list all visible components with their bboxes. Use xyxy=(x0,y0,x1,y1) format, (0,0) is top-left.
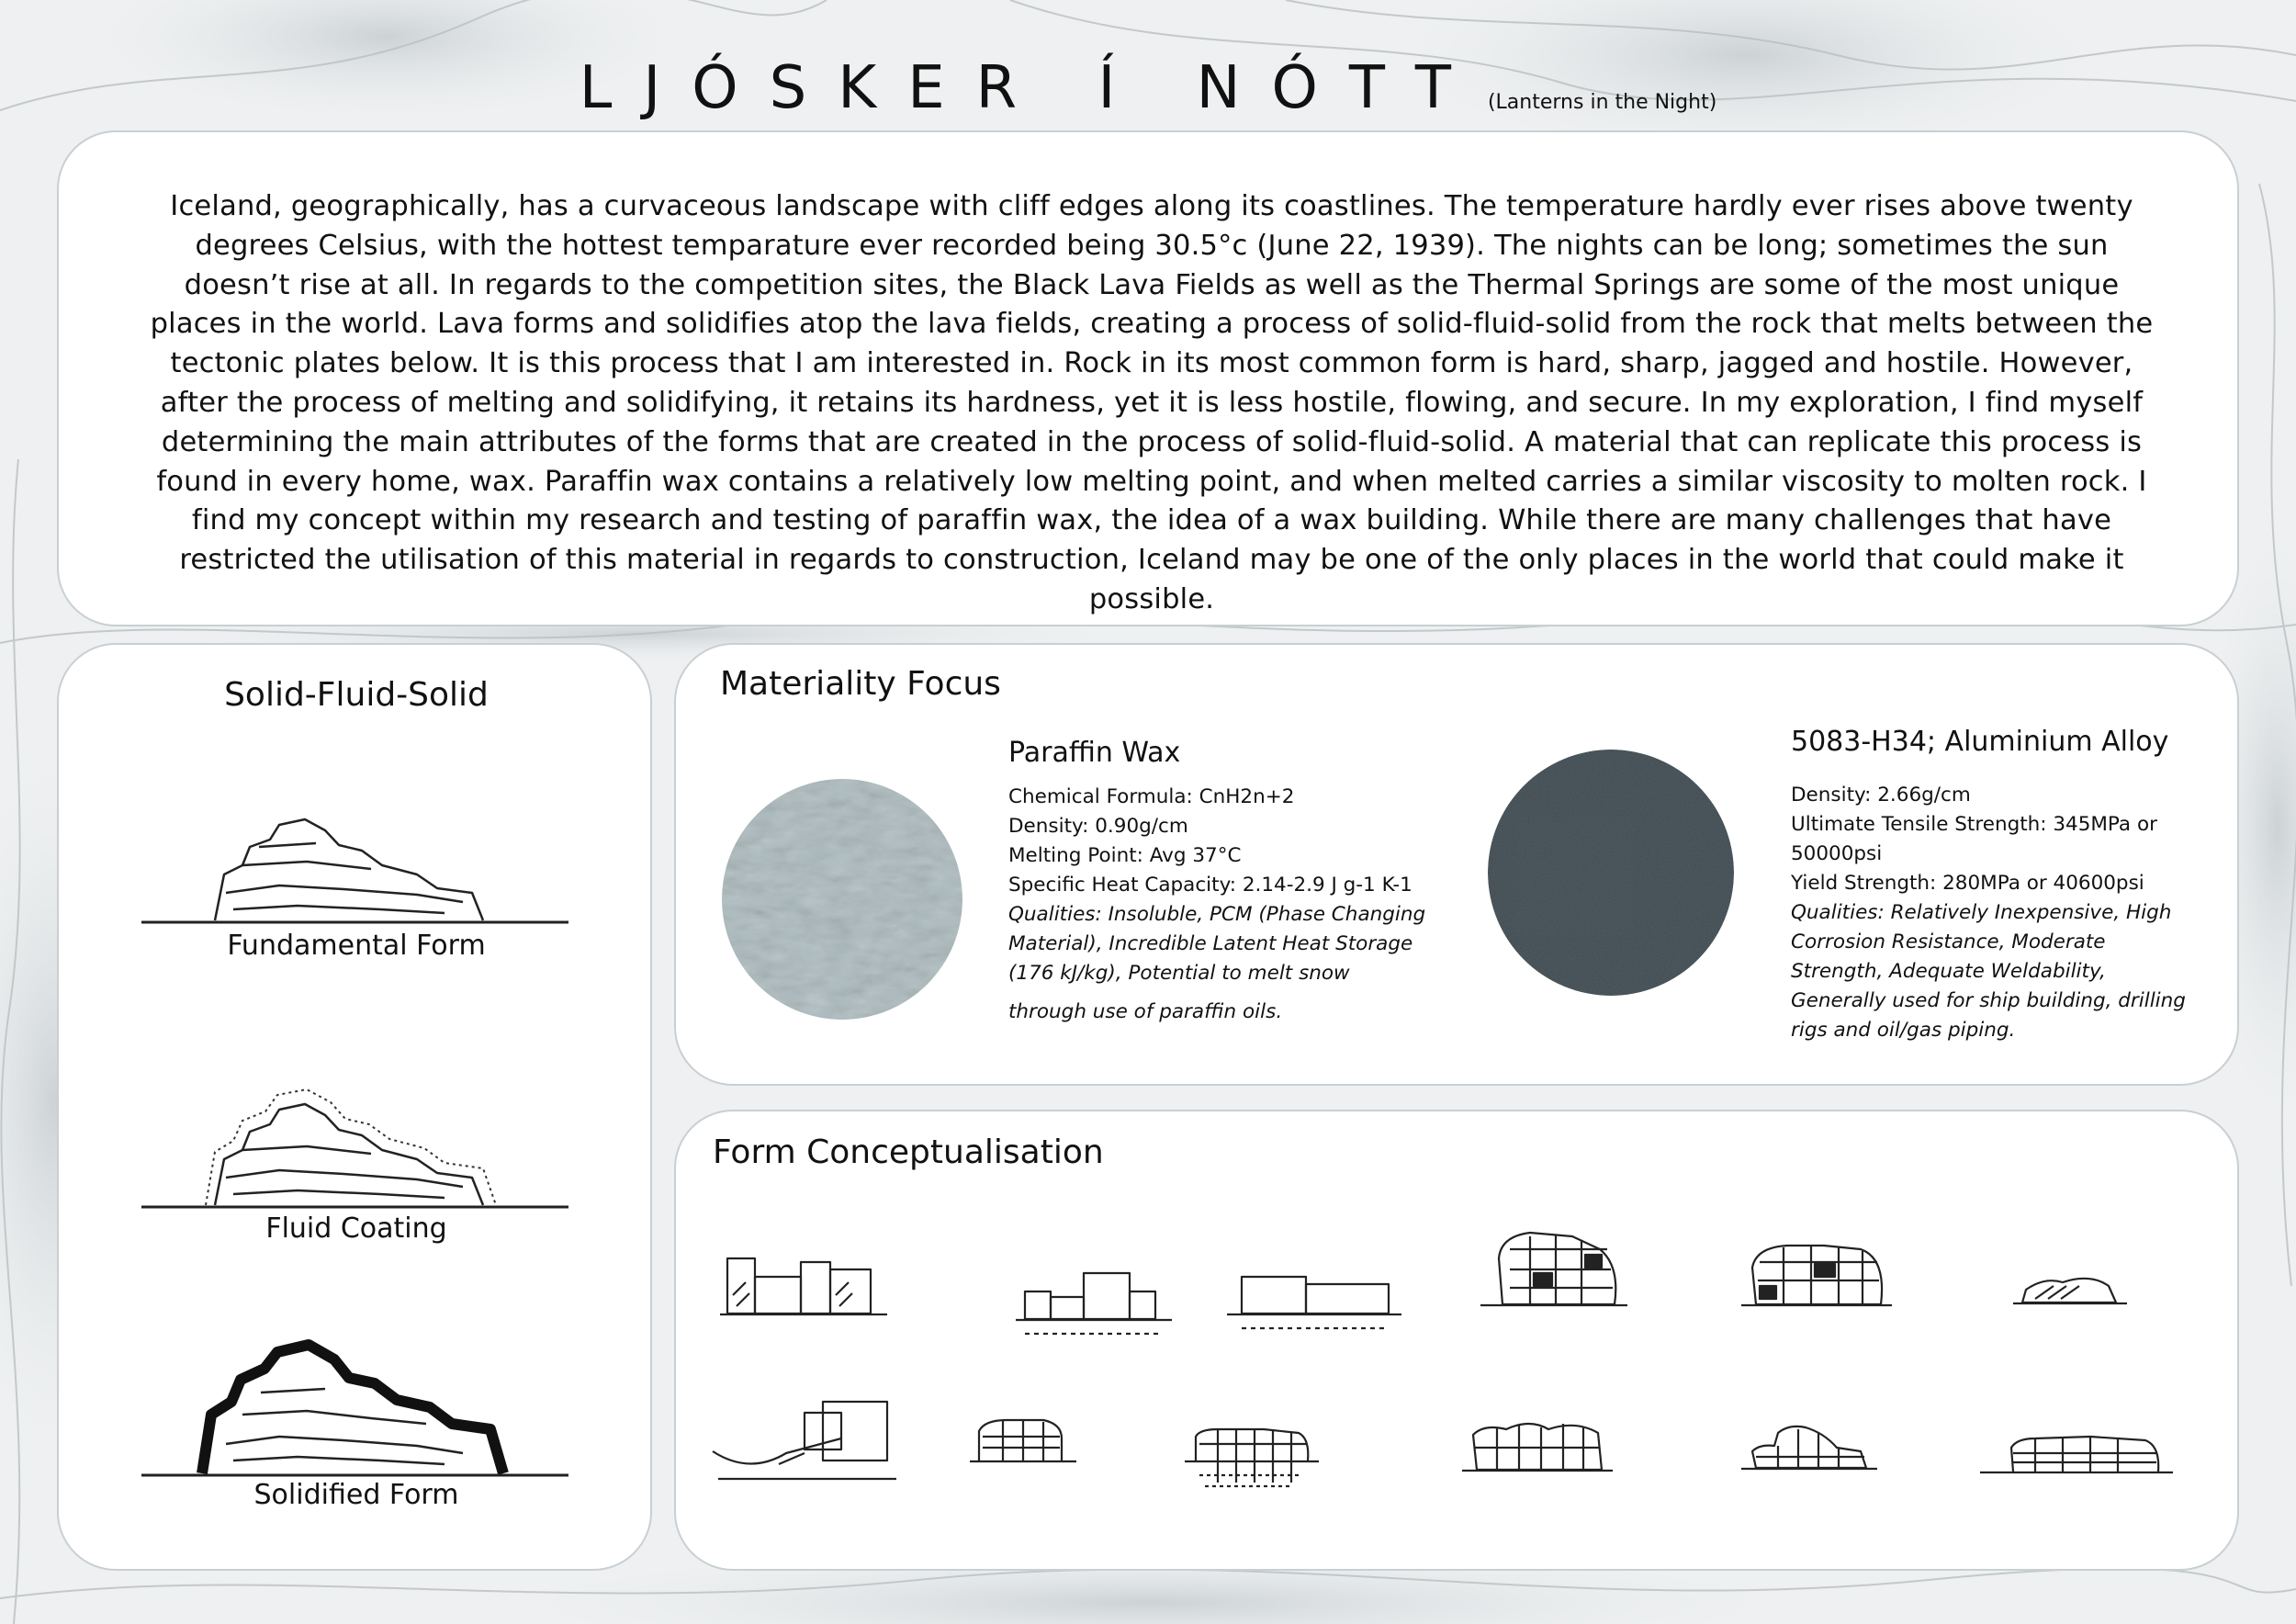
aluminium-alloy-properties xyxy=(1791,781,2186,1045)
form-concept-sketches xyxy=(676,1111,2241,1573)
page-subtitle: (Lanterns in the Night) xyxy=(1487,91,1717,114)
fundamental-form-label: Fundamental Form xyxy=(227,930,486,962)
aluminium-alloy-swatch xyxy=(1488,750,1734,996)
solidified-form-sketch xyxy=(141,1315,582,1481)
paraffin-wax-name: Paraffin Wax xyxy=(1008,737,1181,769)
solid-fluid-solid-panel xyxy=(57,643,652,1571)
paraffin-qualities-continued: through use of paraffin oils. xyxy=(1008,1000,1283,1023)
paraffin-property: Specific Heat Capacity: 2.14-2.9 J g-1 K-1 xyxy=(1008,874,1412,897)
concept-sketch-6 xyxy=(2013,1279,2127,1303)
concept-sketch-1 xyxy=(720,1258,887,1314)
fluid-coating-label: Fluid Coating xyxy=(265,1212,447,1245)
form-conceptualisation-panel xyxy=(674,1110,2239,1571)
concept-sketch-5 xyxy=(1741,1246,1892,1305)
aluminium-alloy-name: 5083-H34; Aluminium Alloy xyxy=(1791,726,2169,758)
concept-sketch-10 xyxy=(1462,1424,1613,1471)
paraffin-wax-swatch xyxy=(722,779,962,1020)
aluminium-property: Density: 2.66g/cm xyxy=(1791,784,1971,806)
materiality-panel xyxy=(674,643,2239,1086)
solidified-form-label: Solidified Form xyxy=(253,1479,459,1511)
concept-sketch-9 xyxy=(1185,1429,1319,1486)
page-header xyxy=(0,26,2296,122)
concept-sketch-8 xyxy=(970,1420,1076,1461)
solid-fluid-solid-heading: Solid-Fluid-Solid xyxy=(224,676,489,714)
paraffin-property: Chemical Formula: CnH2n+2 xyxy=(1008,785,1295,808)
paraffin-property: Density: 0.90g/cm xyxy=(1008,815,1188,838)
concept-sketch-2 xyxy=(1016,1273,1172,1334)
aluminium-property: Ultimate Tensile Strength: 345MPa or 50000psi xyxy=(1791,813,2157,865)
concept-sketch-3 xyxy=(1227,1277,1401,1328)
paraffin-wax-properties xyxy=(1008,783,1440,1027)
concept-sketch-4 xyxy=(1480,1233,1627,1305)
aluminium-property: Yield Strength: 280MPa or 40600psi xyxy=(1791,872,2144,895)
form-conceptualisation-heading: Form Conceptualisation xyxy=(713,1133,1104,1171)
paraffin-property: Melting Point: Avg 37°C xyxy=(1008,844,1242,867)
intro-text: Iceland, geographically, has a curvaceous landscape with cliff edges along its coastlines. The temperature hardly ever rises above twenty degrees Celsius, with the hottest temparature ever recorded being 30.5°c (June 22, 1939). The nights can be long; sometimes the sun doesn’t rise at all. In regards to the competition sites, the Black Lava Fields as well as the Thermal Springs are some of the most unique places in the world. Lava forms and solidifies atop the lava fields, creating a process of solid-fluid-solid from the rock that melts between the tectonic plates below. It is this process that I am interested in. Rock in its most common form is hard, sharp, jagged and hostile. However, after the process of melting and solidifying, it retains its hardness, yet it is less hostile, flowing, and secure. In my exploration, I find myself determining the main attributes of the forms that are created in the process of solid-fluid-solid. A material that can replicate this process is found in every home, wax. Paraffin wax contains a relatively low melting point, and when melted carries a similar viscosity to molten rock. I find my concept within my research and testing of paraffin wax, the idea of a wax building. While there are many challenges that have restricted the utilisation of this material in regards to construction, Iceland may be one of the only places in the world that could make it possible. xyxy=(150,190,2154,615)
materiality-heading: Materiality Focus xyxy=(720,665,1001,703)
concept-sketch-11 xyxy=(1741,1427,1877,1469)
intro-panel xyxy=(57,130,2239,626)
concept-sketch-12 xyxy=(1980,1437,2173,1472)
fluid-coating-sketch xyxy=(141,1049,582,1214)
aluminium-qualities: Qualities: Relatively Inexpensive, High Corrosion Resistance, Moderate Strength, Adequate Weldability, Generally used for ship building, drilling rigs and oil/gas piping. xyxy=(1791,901,2186,1042)
page-title: LJÓSKER Í NÓTT xyxy=(579,54,1482,122)
paraffin-qualities: Qualities: Insoluble, PCM (Phase Changing Material), Incredible Latent Heat Storage (176 kJ/kg), Potential to melt snow xyxy=(1008,903,1426,985)
fundamental-form-sketch xyxy=(141,773,582,930)
concept-sketch-7 xyxy=(713,1402,896,1479)
